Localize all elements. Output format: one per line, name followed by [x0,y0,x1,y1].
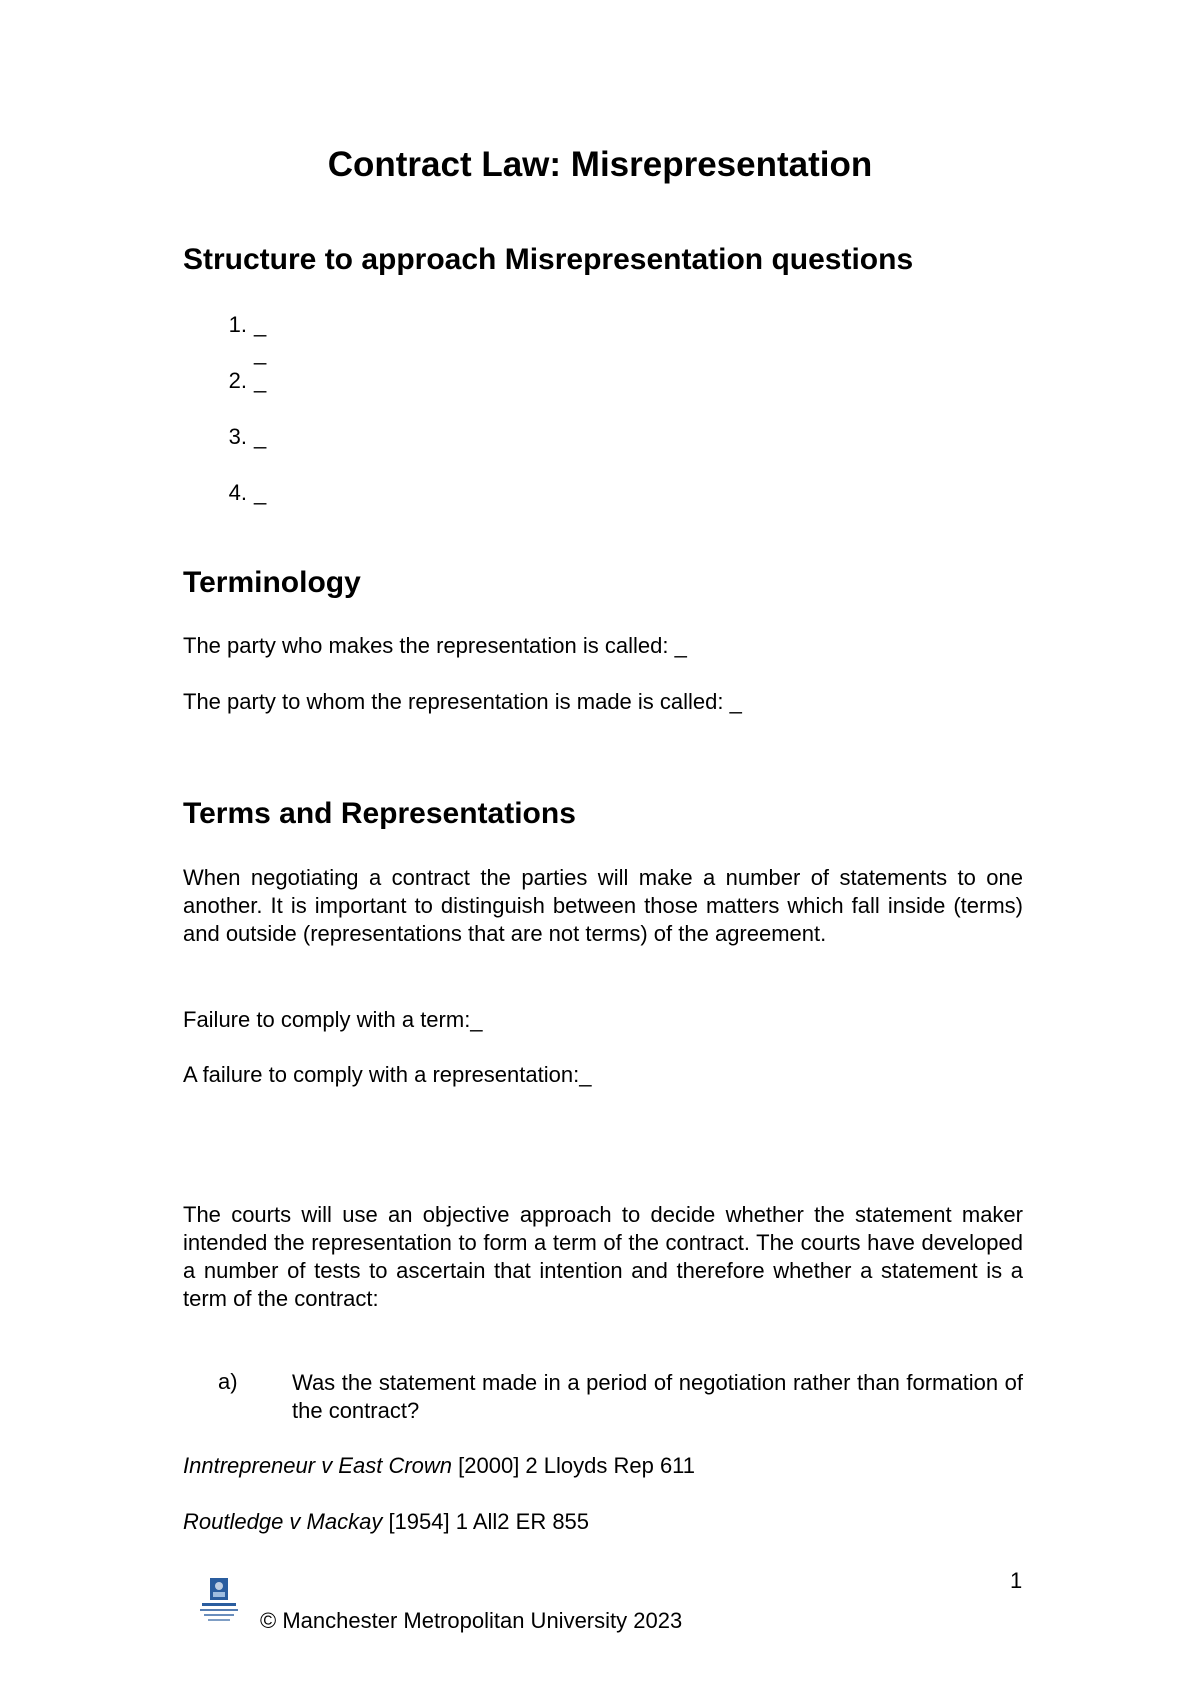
terminology-line-representee: The party to whom the representation is made is called: _ [183,689,742,714]
copyright-footer: © Manchester Metropolitan University 2023 [260,1608,683,1633]
list-item-blank: _ [254,424,267,449]
question-label: a) [218,1369,238,1394]
structure-heading: Structure to approach Misrepresentation questions [183,243,914,276]
list-item-blank: _ [254,480,267,505]
case-reference: [1954] 1 All2 ER 855 [382,1509,590,1534]
courts-paragraph: The courts will use an objective approach to decide whether the statement maker intended the representation to form a term of the contract. The courts have developed a number of tests to ascertain that intention and therefore whether a statement is a term of the contract: [183,1202,1023,1311]
list-item-number: 4. [228,480,247,505]
terminology-heading: Terminology [183,566,361,599]
term-failure-line: Failure to comply with a term:_ [183,1007,483,1032]
list-item-number: 3. [228,424,247,449]
university-crest-icon [200,1578,238,1622]
case-citation [183,1508,589,1536]
terms-intro-paragraph: When negotiating a contract the parties will make a number of statements to one another. It is important to distinguish between those matters which fall inside (terms) and outside (representations that are not terms) of the agreement. [183,865,1023,946]
page-number: 1 [1010,1568,1023,1593]
page-title: Contract Law: Misrepresentation [327,145,873,184]
case-name: Routledge v Mackay [183,1509,383,1534]
representation-failure-line: A failure to comply with a representation:_ [183,1062,592,1087]
list-item-number: 1. [228,312,247,337]
question-text: Was the statement made in a period of negotiation rather than formation of the contract? [292,1370,1023,1423]
list-item-blank: _ [254,312,267,337]
terminology-line-maker: The party who makes the representation is called: _ [183,633,687,658]
terms-heading: Terms and Representations [183,797,576,830]
list-item-blank-extra: _ [254,340,267,365]
list-item-blank: _ [254,368,267,393]
case-name: Inntrepreneur v East Crown [183,1453,453,1478]
list-item-number: 2. [228,368,247,393]
case-reference: [2000] 2 Lloyds Rep 611 [452,1453,696,1478]
case-citation [183,1452,695,1480]
